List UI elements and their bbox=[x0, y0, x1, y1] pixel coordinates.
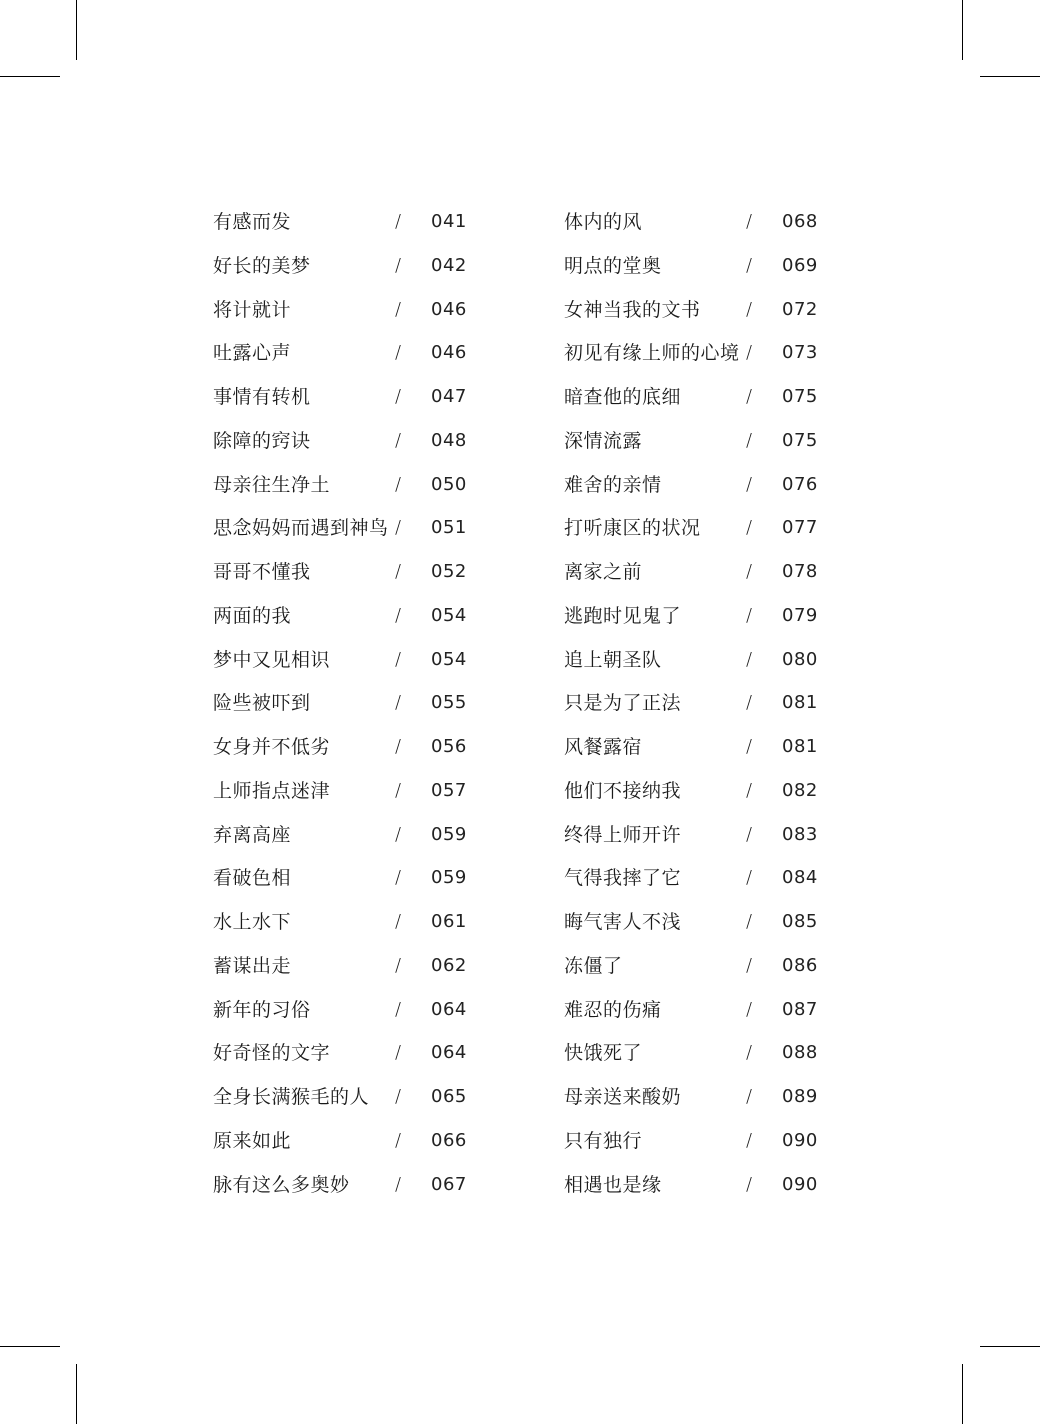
toc-entry-separator: / bbox=[395, 517, 402, 539]
toc-entry-title: 风餐露宿 bbox=[564, 736, 643, 758]
toc-entry-title: 离家之前 bbox=[564, 561, 643, 583]
toc-entry bbox=[213, 1075, 473, 1119]
toc-entry-separator: / bbox=[395, 911, 402, 932]
toc-entry bbox=[213, 944, 473, 988]
toc-entry-separator: / bbox=[395, 429, 402, 451]
toc-entry bbox=[564, 813, 824, 857]
toc-entry-page-number: 081 bbox=[782, 736, 818, 757]
toc-entry-page-number: 076 bbox=[782, 473, 818, 495]
toc-entry-page-number: 042 bbox=[431, 254, 467, 276]
toc-entry-page-number: 046 bbox=[431, 298, 467, 320]
toc-entry-page-number: 059 bbox=[431, 823, 467, 845]
toc-entry-page-number: 088 bbox=[782, 1042, 818, 1064]
toc-entry-title: 打听康区的状况 bbox=[564, 517, 701, 540]
toc-entry bbox=[564, 244, 824, 288]
toc-entry-separator: / bbox=[746, 342, 753, 364]
toc-entry-page-number: 084 bbox=[782, 867, 818, 889]
toc-entry-page-number: 047 bbox=[431, 386, 467, 407]
toc-entry-page-number: 051 bbox=[431, 517, 467, 539]
toc-entry bbox=[564, 506, 824, 550]
toc-entry-title: 蓄谋出走 bbox=[213, 954, 292, 977]
toc-entry-title: 晦气害人不浅 bbox=[564, 911, 682, 933]
toc-entry-separator: / bbox=[395, 604, 402, 626]
toc-entry-separator: / bbox=[395, 1129, 402, 1151]
toc-entry-separator: / bbox=[395, 211, 402, 232]
toc-entry-title: 明点的堂奥 bbox=[564, 254, 662, 277]
toc-entry bbox=[213, 681, 473, 725]
toc-entry-separator: / bbox=[746, 911, 753, 932]
toc-entry-title: 上师指点迷津 bbox=[213, 779, 331, 802]
toc-entry-title: 看破色相 bbox=[213, 867, 292, 890]
toc-entry-title: 追上朝圣队 bbox=[564, 648, 662, 671]
toc-entry-separator: / bbox=[395, 254, 402, 276]
toc-entry-separator: / bbox=[746, 429, 753, 451]
toc-entry-title: 思念妈妈而遇到神鸟 bbox=[213, 517, 389, 540]
toc-entry-title: 母亲送来酸奶 bbox=[564, 1086, 682, 1108]
toc-entry bbox=[213, 988, 473, 1032]
toc-entry-separator: / bbox=[746, 386, 753, 407]
toc-entry-title: 难舍的亲情 bbox=[564, 473, 662, 496]
toc-entry-separator: / bbox=[746, 736, 753, 757]
toc-entry-separator: / bbox=[746, 473, 753, 495]
toc-entry-page-number: 046 bbox=[431, 342, 467, 364]
toc-entry bbox=[564, 463, 824, 507]
toc-entry-title: 将计就计 bbox=[213, 298, 292, 321]
toc-entry-title: 两面的我 bbox=[213, 604, 292, 627]
toc-entry-title: 快饿死了 bbox=[564, 1042, 643, 1065]
toc-entry-title: 体内的风 bbox=[564, 211, 643, 233]
toc-entry-title: 事情有转机 bbox=[213, 386, 311, 408]
toc-entry-separator: / bbox=[746, 779, 753, 801]
toc-entry-page-number: 069 bbox=[782, 254, 818, 276]
toc-entry-title: 他们不接纳我 bbox=[564, 779, 682, 802]
toc-entry-title: 原来如此 bbox=[213, 1129, 292, 1152]
toc-entry-title: 好奇怪的文字 bbox=[213, 1042, 331, 1065]
toc-entry bbox=[213, 1163, 473, 1207]
toc-entry-page-number: 081 bbox=[782, 692, 818, 714]
toc-entry bbox=[213, 463, 473, 507]
toc-entry bbox=[564, 594, 824, 638]
toc-entry-separator: / bbox=[395, 1086, 402, 1107]
toc-entry bbox=[564, 769, 824, 813]
toc-entry-separator: / bbox=[746, 254, 753, 276]
toc-entry bbox=[564, 1163, 824, 1207]
toc-entry-title: 好长的美梦 bbox=[213, 254, 311, 277]
toc-entry bbox=[213, 244, 473, 288]
toc-entry-page-number: 083 bbox=[782, 823, 818, 845]
toc-entry bbox=[213, 375, 473, 419]
toc-entry bbox=[213, 506, 473, 550]
toc-entry-separator: / bbox=[746, 211, 753, 232]
toc-entry-page-number: 085 bbox=[782, 911, 818, 932]
toc-entry-title: 除障的窍诀 bbox=[213, 429, 311, 452]
crop-mark-top-right-horizontal bbox=[980, 76, 1040, 77]
toc-entry-separator: / bbox=[395, 1042, 402, 1064]
toc-entry-title: 全身长满猴毛的人 bbox=[213, 1086, 370, 1108]
toc-entry bbox=[213, 725, 473, 769]
toc-entry-page-number: 057 bbox=[431, 779, 467, 801]
toc-entry-title: 母亲往生净土 bbox=[213, 473, 331, 496]
toc-entry bbox=[213, 550, 473, 594]
toc-entry-title: 相遇也是缘 bbox=[564, 1173, 662, 1196]
toc-entry-page-number: 080 bbox=[782, 648, 818, 670]
toc-entry bbox=[213, 856, 473, 900]
toc-entry bbox=[213, 769, 473, 813]
toc-entry-page-number: 055 bbox=[431, 692, 467, 714]
toc-entry-page-number: 048 bbox=[431, 429, 467, 451]
crop-mark-bottom-left-vertical bbox=[76, 1364, 77, 1424]
toc-entry bbox=[213, 900, 473, 944]
crop-mark-bottom-left-horizontal bbox=[0, 1346, 60, 1347]
toc-entry-page-number: 079 bbox=[782, 604, 818, 626]
toc-entry-separator: / bbox=[395, 692, 402, 714]
toc-entry bbox=[213, 419, 473, 463]
toc-entry-separator: / bbox=[395, 298, 402, 320]
toc-entry-title: 只有独行 bbox=[564, 1129, 643, 1152]
toc-entry-page-number: 059 bbox=[431, 867, 467, 889]
toc-entry-page-number: 062 bbox=[431, 954, 467, 976]
crop-mark-top-right-vertical bbox=[962, 0, 963, 60]
toc-entry-separator: / bbox=[746, 298, 753, 320]
toc-entry-title: 初见有缘上师的心境 bbox=[564, 342, 740, 365]
toc-entry-page-number: 041 bbox=[431, 211, 467, 232]
crop-mark-bottom-right-vertical bbox=[962, 1364, 963, 1424]
toc-entry-separator: / bbox=[395, 779, 402, 801]
toc-entry-title: 梦中又见相识 bbox=[213, 648, 331, 671]
toc-entry bbox=[213, 1031, 473, 1075]
toc-entry bbox=[564, 944, 824, 988]
toc-entry bbox=[564, 1075, 824, 1119]
crop-mark-top-left-vertical bbox=[76, 0, 77, 60]
toc-entry bbox=[564, 681, 824, 725]
toc-entry-separator: / bbox=[395, 386, 402, 407]
toc-entry bbox=[213, 813, 473, 857]
toc-entry-page-number: 073 bbox=[782, 342, 818, 364]
toc-entry bbox=[564, 1031, 824, 1075]
toc-entry-separator: / bbox=[395, 648, 402, 670]
toc-entry-title: 终得上师开许 bbox=[564, 823, 682, 846]
toc-entry-page-number: 089 bbox=[782, 1086, 818, 1107]
toc-entry-separator: / bbox=[746, 517, 753, 539]
toc-entry bbox=[564, 200, 824, 244]
toc-entry bbox=[564, 1119, 824, 1163]
toc-entry-title: 脉有这么多奥妙 bbox=[213, 1173, 350, 1196]
toc-entry-separator: / bbox=[395, 867, 402, 889]
toc-entry-separator: / bbox=[395, 1173, 402, 1195]
toc-entry-separator: / bbox=[746, 692, 753, 714]
crop-mark-bottom-right-horizontal bbox=[980, 1346, 1040, 1347]
toc-entry-title: 难忍的伤痛 bbox=[564, 998, 662, 1021]
toc-entry-separator: / bbox=[746, 561, 753, 582]
toc-entry-page-number: 061 bbox=[431, 911, 467, 932]
toc-entry-page-number: 065 bbox=[431, 1086, 467, 1107]
toc-entry-page-number: 052 bbox=[431, 561, 467, 582]
toc-entry-title: 女神当我的文书 bbox=[564, 298, 701, 321]
toc-entry-page-number: 068 bbox=[782, 211, 818, 232]
toc-column-right bbox=[564, 200, 824, 1206]
toc-entry-page-number: 064 bbox=[431, 1042, 467, 1064]
toc-entry-title: 新年的习俗 bbox=[213, 998, 311, 1021]
toc-entry bbox=[213, 638, 473, 682]
toc-entry bbox=[564, 900, 824, 944]
toc-entry-page-number: 086 bbox=[782, 954, 818, 976]
toc-entry-separator: / bbox=[395, 561, 402, 582]
toc-entry bbox=[213, 331, 473, 375]
toc-entry bbox=[213, 594, 473, 638]
toc-entry-page-number: 090 bbox=[782, 1129, 818, 1151]
toc-entry-page-number: 056 bbox=[431, 736, 467, 757]
toc-entry-separator: / bbox=[746, 954, 753, 976]
toc-entry-page-number: 064 bbox=[431, 998, 467, 1020]
toc-entry bbox=[564, 725, 824, 769]
toc-entry bbox=[564, 375, 824, 419]
toc-entry-title: 气得我摔了它 bbox=[564, 867, 682, 890]
toc-entry bbox=[213, 1119, 473, 1163]
crop-mark-top-left-horizontal bbox=[0, 76, 60, 77]
toc-entry-separator: / bbox=[746, 823, 753, 845]
toc-entry bbox=[564, 550, 824, 594]
toc-entry bbox=[564, 856, 824, 900]
toc-entry-separator: / bbox=[746, 1086, 753, 1107]
toc-entry-title: 深情流露 bbox=[564, 429, 643, 452]
toc-entry-title: 吐露心声 bbox=[213, 342, 292, 365]
toc-entry-title: 女身并不低劣 bbox=[213, 736, 331, 758]
toc-entry-title: 只是为了正法 bbox=[564, 692, 682, 715]
toc-entry-page-number: 072 bbox=[782, 298, 818, 320]
toc-entry-page-number: 077 bbox=[782, 517, 818, 539]
toc-entry-title: 弃离高座 bbox=[213, 823, 292, 846]
toc-entry-separator: / bbox=[746, 1173, 753, 1195]
toc-entry-separator: / bbox=[395, 998, 402, 1020]
toc-entry-page-number: 075 bbox=[782, 386, 818, 407]
toc-entry-page-number: 050 bbox=[431, 473, 467, 495]
toc-entry-title: 有感而发 bbox=[213, 211, 292, 233]
toc-entry bbox=[564, 419, 824, 463]
toc-entry-title: 逃跑时见鬼了 bbox=[564, 604, 682, 627]
toc-entry-page-number: 078 bbox=[782, 561, 818, 582]
toc-entry-title: 险些被吓到 bbox=[213, 692, 311, 715]
toc-entry-title: 水上水下 bbox=[213, 911, 292, 933]
toc-entry-separator: / bbox=[395, 342, 402, 364]
toc-entry-separator: / bbox=[395, 473, 402, 495]
toc-entry bbox=[564, 988, 824, 1032]
toc-entry-page-number: 066 bbox=[431, 1129, 467, 1151]
toc-entry-page-number: 067 bbox=[431, 1173, 467, 1195]
toc-entry-title: 哥哥不懂我 bbox=[213, 561, 311, 583]
toc-entry-page-number: 054 bbox=[431, 648, 467, 670]
toc-entry-page-number: 090 bbox=[782, 1173, 818, 1195]
toc-entry-page-number: 054 bbox=[431, 604, 467, 626]
toc-entry-separator: / bbox=[746, 648, 753, 670]
toc-entry bbox=[564, 288, 824, 332]
toc-entry bbox=[564, 331, 824, 375]
toc-entry-separator: / bbox=[746, 604, 753, 626]
toc-entry bbox=[564, 638, 824, 682]
toc-entry-separator: / bbox=[746, 1042, 753, 1064]
toc-entry bbox=[213, 200, 473, 244]
toc-entry-separator: / bbox=[395, 736, 402, 757]
toc-entry-separator: / bbox=[395, 823, 402, 845]
toc-entry-page-number: 075 bbox=[782, 429, 818, 451]
toc-entry-separator: / bbox=[746, 867, 753, 889]
toc-entry-separator: / bbox=[746, 1129, 753, 1151]
toc-entry-separator: / bbox=[395, 954, 402, 976]
toc-entry bbox=[213, 288, 473, 332]
toc-entry-page-number: 087 bbox=[782, 998, 818, 1020]
toc-entry-page-number: 082 bbox=[782, 779, 818, 801]
toc-entry-title: 冻僵了 bbox=[564, 954, 623, 977]
toc-entry-title: 暗查他的底细 bbox=[564, 386, 682, 408]
toc-column-left bbox=[213, 200, 473, 1206]
toc-entry-separator: / bbox=[746, 998, 753, 1020]
